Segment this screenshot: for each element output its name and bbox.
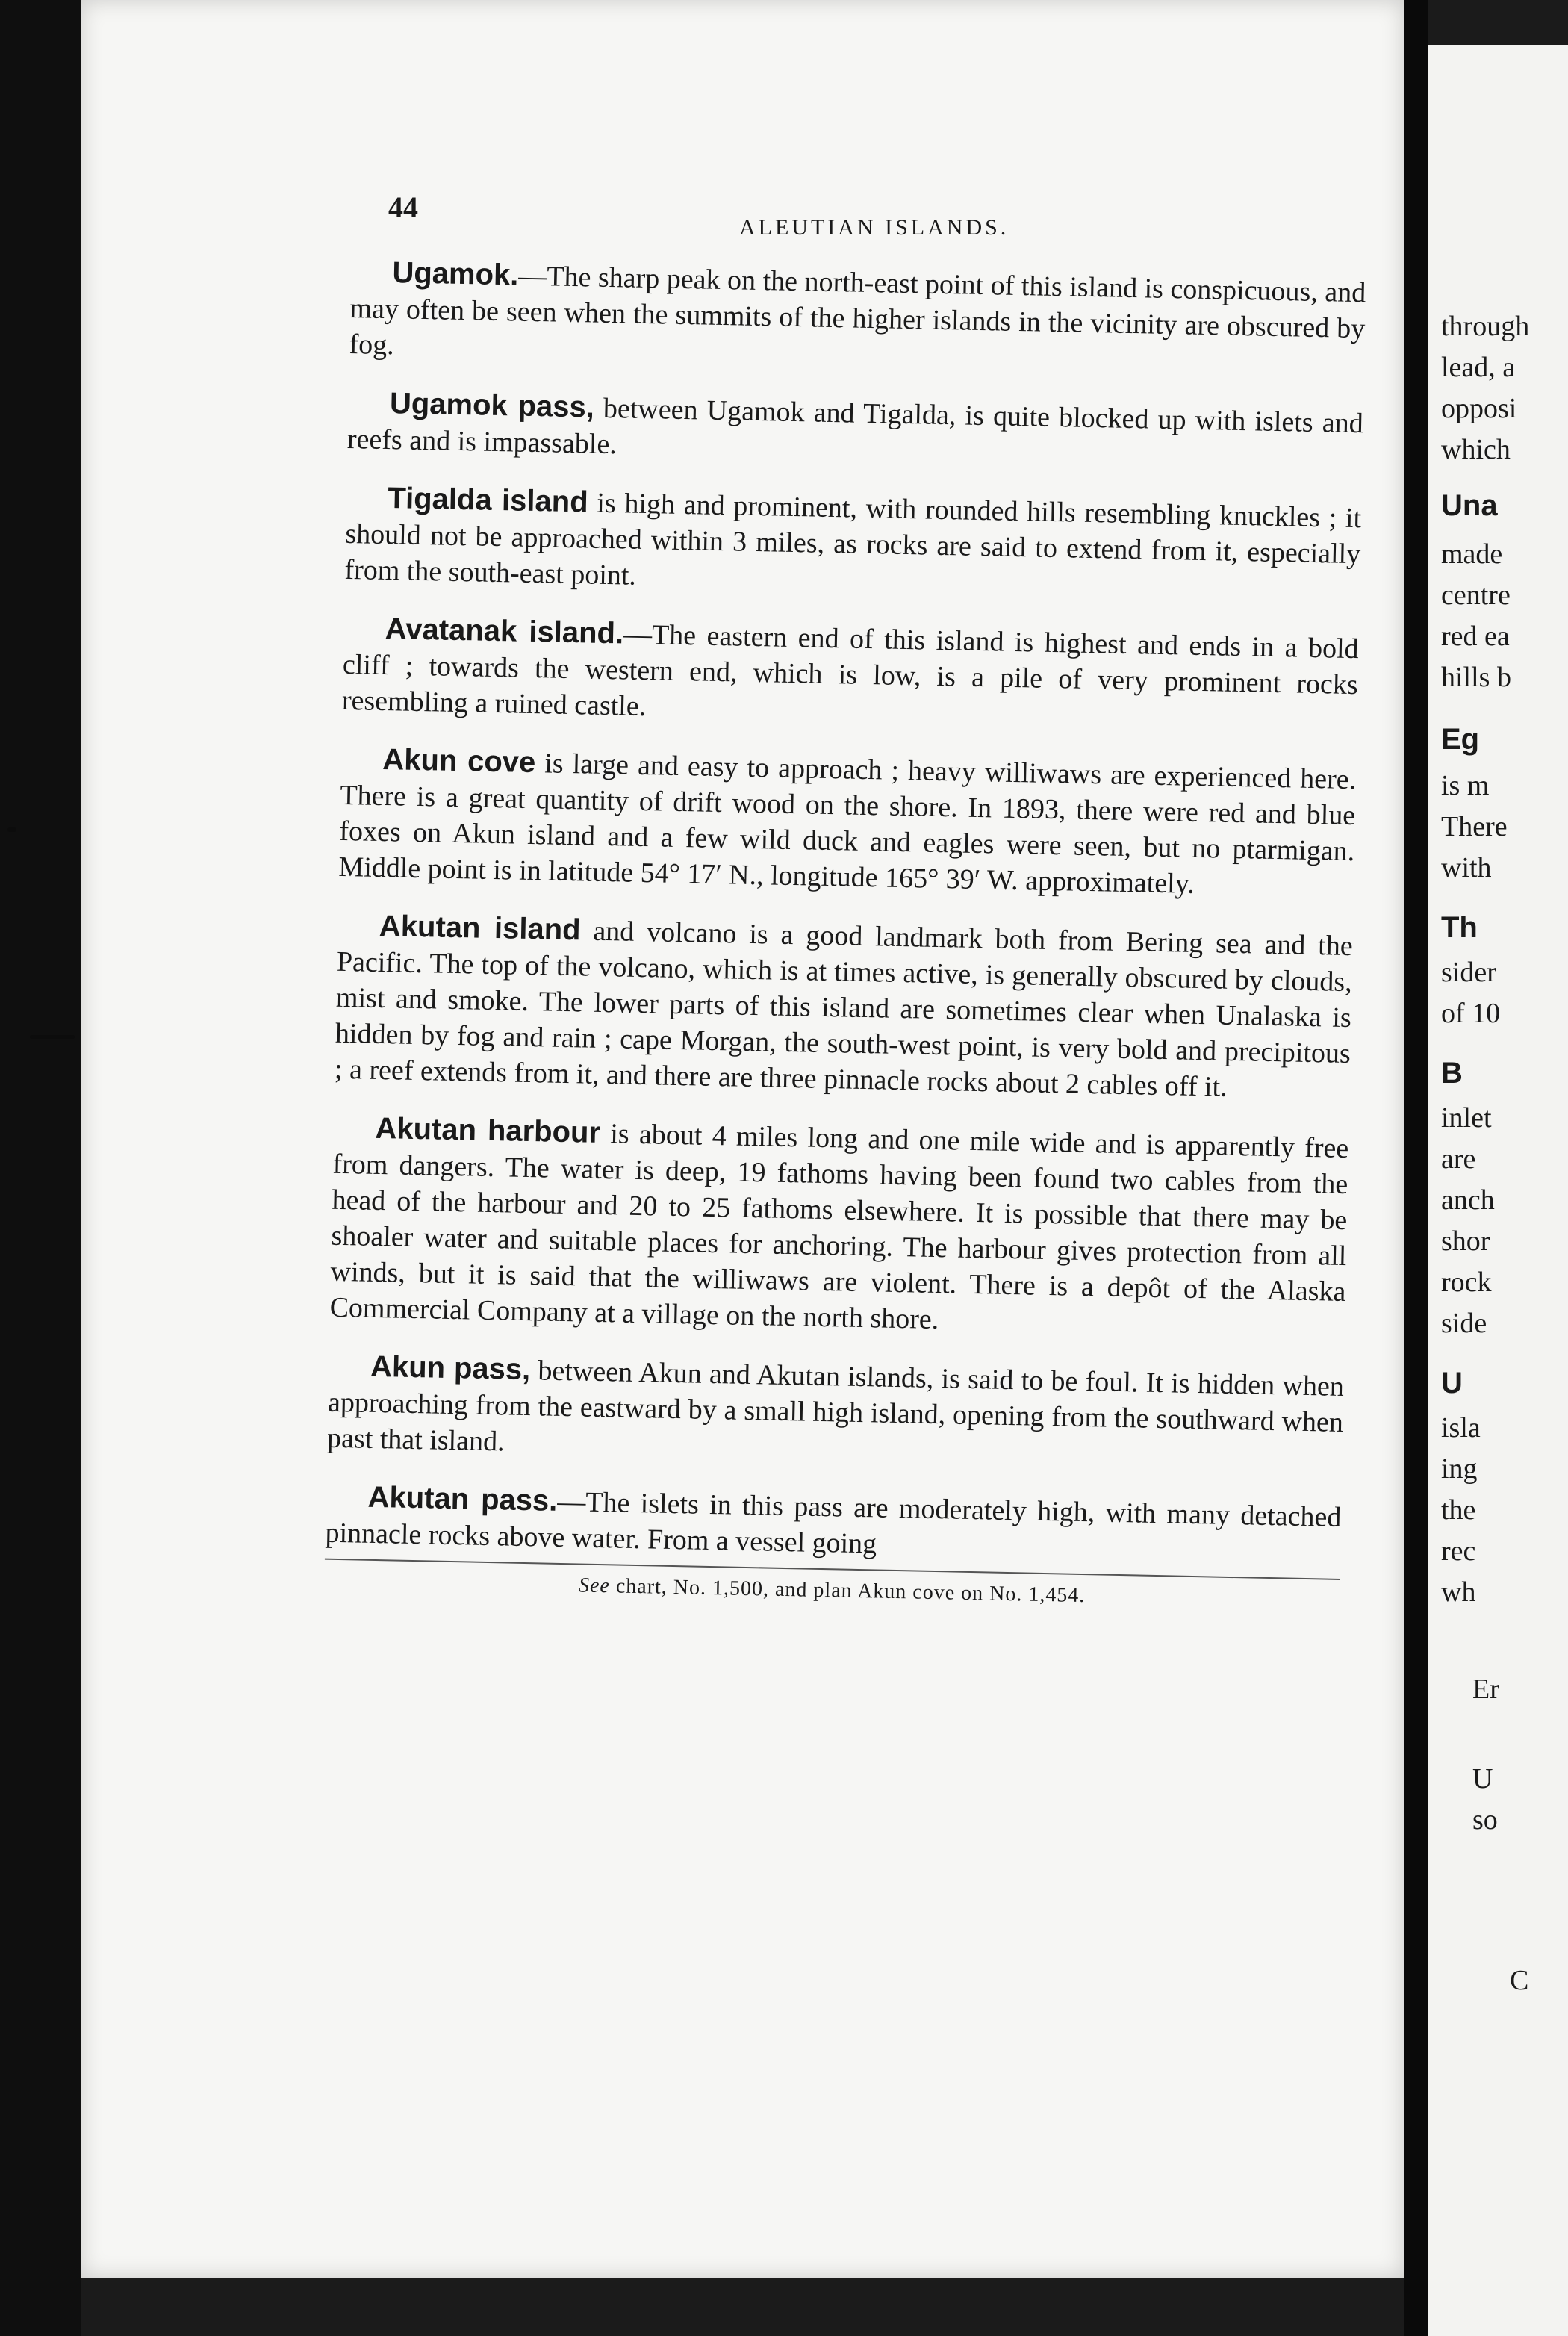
paragraph-text: —The islets in this pass are moderately high, with many detached pinnacle rocks above water. From a vessel going (325, 1485, 1342, 1560)
paragraph-heading: Akutan harbour (375, 1111, 601, 1149)
facing-page-fragment: which (1441, 434, 1511, 465)
paragraph-akutan-island (335, 907, 1354, 1108)
page-body (324, 254, 1366, 1613)
facing-page (1428, 45, 1568, 2336)
facing-page-fragment: lead, a (1441, 352, 1516, 383)
paragraph-text: —The eastern end of this island is highest and ends in a bold cliff ; towards the western end, which is low, is a pile of very prominent rocks resembling a ruined castle. (341, 618, 1360, 723)
facing-page-fragment: red ea (1441, 621, 1510, 652)
facing-page-fragment: shor (1441, 1226, 1490, 1257)
paragraph-heading: Akun pass, (370, 1349, 531, 1387)
paragraph-akutan-harbour (329, 1110, 1349, 1346)
running-head: ALEUTIAN ISLANDS. (739, 215, 1009, 240)
paragraph-text: —The sharp peak on the north-east point of this island is conspicuous, and may often be seen when the summits of the higher islands in the vicinity are obscured by fog. (349, 260, 1366, 361)
facing-page-fragment: side (1441, 1308, 1487, 1339)
facing-page-fragment: ing (1441, 1453, 1478, 1485)
facing-page-fragment: hills b (1441, 662, 1511, 693)
facing-page-fragment: the (1441, 1494, 1476, 1526)
paragraph-text: between Akun and Akutan islands, is said to be foul. It is hidden when approaching from the eastward by a small high island, opening from the southward when past that island. (326, 1355, 1345, 1458)
facing-page-fragment: There (1441, 811, 1508, 842)
footnote-see: See (578, 1574, 611, 1598)
facing-page-fragment: rock (1441, 1267, 1492, 1298)
paragraph-heading: Akun cove (382, 742, 536, 780)
page-number: 44 (388, 190, 418, 224)
paragraph-akutan-pass (325, 1479, 1342, 1571)
scan-speck (30, 1035, 75, 1039)
facing-page-fragment: inlet (1441, 1102, 1492, 1134)
paragraph-text: is high and prominent, with rounded hills resembling knuckles ; it should not be approached within 3 miles, as rocks are said to extend from it, especially from the south-east point. (344, 487, 1362, 591)
paragraph-ugamok (349, 254, 1366, 382)
paragraph-heading: Avatanak island. (385, 612, 624, 650)
facing-page-fragment: U (1441, 1367, 1463, 1400)
facing-page-fragment: through (1441, 311, 1530, 342)
facing-page-fragment: Er (1472, 1674, 1499, 1705)
facing-page-fragment: with (1441, 852, 1492, 883)
paragraph-akun-pass (327, 1348, 1345, 1476)
facing-page-fragment: wh (1441, 1577, 1476, 1608)
facing-page-fragment: opposi (1441, 393, 1517, 424)
facing-page-fragment: Th (1441, 911, 1478, 944)
facing-page-fragment: of 10 (1441, 998, 1501, 1029)
paragraph-heading: Akutan island (379, 909, 582, 947)
paragraph-ugamok-pass (347, 385, 1364, 477)
paragraph-text: and volcano is a good landmark both from Bering sea and the Pacific. The top of the volcano, which is at times active, is generally obscured by clouds, mist and smoke. The lower parts of this island are sometimes clear when Unalaska is hidden by fog and rain ; cape Morgan, the south-west point, is very bold and precipitous ; a reef extends from it, and there are three pinnacle rocks about 2 cables off it. (334, 915, 1354, 1103)
facing-page-fragment: Una (1441, 489, 1498, 522)
facing-page-fragment: C (1510, 1965, 1529, 1996)
facing-page-fragment: anch (1441, 1184, 1495, 1216)
facing-page-fragment: Eg (1441, 723, 1480, 756)
footnote-text: chart, No. 1,500, and plan Akun cove on No. 1,454. (609, 1574, 1086, 1608)
facing-page-fragment: sider (1441, 957, 1496, 988)
facing-page-fragment: are (1441, 1143, 1476, 1175)
paragraph-akun-cove (338, 741, 1357, 905)
paragraph-heading: Ugamok. (392, 256, 519, 292)
facing-page-fragment: centre (1441, 580, 1511, 611)
facing-page-fragment: rec (1441, 1535, 1476, 1567)
paragraph-tigalda-island (344, 479, 1362, 608)
facing-page-fragment: so (1472, 1804, 1498, 1836)
paragraph-text: is large and easy to approach ; heavy williwaws are experienced here. There is a great quantity of drift wood on the shore. In 1893, there were red and blue foxes on Akun island and a few wild duck and eagles were seen, but no ptarmigan. Middle point is in latitude 54° 17′ N., longitude 165° 39′ W. approximately. (338, 748, 1357, 900)
paragraph-heading: Akutan pass. (367, 1480, 558, 1518)
paragraph-text: is about 4 miles long and one mile wide and is apparently free from dangers. The water is deep, 19 fathoms having been found two cables from the head of the harbour and 20 to 25 fathoms elsewhere. It is possible that there may be shoaler water and suitable places for anchoring. The harbour gives protection from all winds, but it is said that the williwaws are violent. There is a depôt of the Alaska Commercial Company at a village on the north shore. (329, 1117, 1349, 1336)
facing-page-fragment: U (1472, 1763, 1493, 1795)
facing-page-fragment: isla (1441, 1412, 1481, 1444)
book-gutter (1404, 0, 1428, 2336)
facing-page-fragment: B (1441, 1057, 1463, 1090)
paragraph-avatanak-island (342, 610, 1360, 739)
paragraph-heading: Tigalda island (388, 482, 589, 519)
facing-page-fragment: made (1441, 538, 1503, 570)
scan-left-border (0, 0, 81, 2336)
facing-page-fragment: is m (1441, 770, 1490, 801)
paragraph-text: between Ugamok and Tigalda, is quite blocked up with islets and reefs and is impassable. (346, 392, 1364, 461)
scan-speck (7, 827, 16, 832)
paragraph-heading: Ugamok pass, (389, 387, 595, 424)
